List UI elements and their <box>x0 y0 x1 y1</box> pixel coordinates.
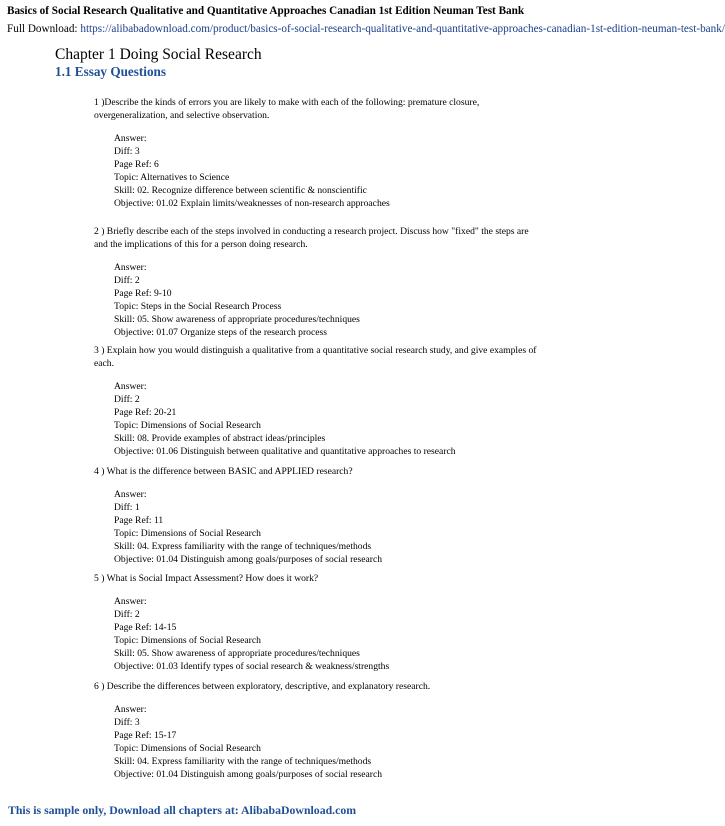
question-item <box>94 225 539 339</box>
question-text: 4 ) What is the difference between BASIC and APPLIED research? <box>94 466 353 477</box>
page-ref: Page Ref: 20-21 <box>114 407 177 418</box>
answer-label: Answer: <box>114 596 147 607</box>
question-item <box>94 465 539 566</box>
difficulty: Diff: 3 <box>114 146 140 157</box>
answer-label: Answer: <box>114 262 147 273</box>
objective: Objective: 01.03 Identify types of social research & weakness/strengths <box>114 661 390 672</box>
topic: Topic: Alternatives to Science <box>114 172 230 183</box>
question-metadata <box>114 488 539 566</box>
question-metadata <box>114 380 539 458</box>
page-ref: Page Ref: 9-10 <box>114 288 172 299</box>
difficulty: Diff: 1 <box>114 502 140 513</box>
objective: Objective: 01.04 Distinguish among goals/purposes of social research <box>114 769 383 780</box>
difficulty: Diff: 3 <box>114 717 140 728</box>
answer-label: Answer: <box>114 489 147 500</box>
skill: Skill: 05. Show awareness of appropriate procedures/techniques <box>114 314 360 325</box>
skill: Skill: 08. Provide examples of abstract ideas/principles <box>114 433 326 444</box>
question-text: 2 ) Briefly describe each of the steps involved in conducting a research project. Discuss how "fixed" the steps are and the implications of this for a person doing research. <box>94 226 529 250</box>
topic: Topic: Dimensions of Social Research <box>114 528 261 539</box>
page-ref: Page Ref: 15-17 <box>114 730 177 741</box>
question-item <box>94 680 539 781</box>
chapter-title: Chapter 1 Doing Social Research <box>55 46 262 63</box>
difficulty: Diff: 2 <box>114 609 140 620</box>
skill: Skill: 02. Recognize difference between scientific & nonscientific <box>114 185 367 196</box>
skill: Skill: 04. Express familiarity with the range of techniques/methods <box>114 541 372 552</box>
question-metadata <box>114 595 539 673</box>
question-metadata <box>114 261 539 339</box>
question-item <box>94 96 539 210</box>
question-text: 3 ) Explain how you would distinguish a qualitative from a quantitative social research study, and give examples of each. <box>94 345 537 369</box>
section-title: 1.1 Essay Questions <box>55 64 167 79</box>
download-line <box>7 23 725 35</box>
answer-label: Answer: <box>114 381 147 392</box>
question-text: 5 ) What is Social Impact Assessment? How does it work? <box>94 573 319 584</box>
topic: Topic: Dimensions of Social Research <box>114 743 261 754</box>
download-link[interactable]: https://alibabadownload.com/product/basics-of-social-research-qualitative-and-quantitative-approaches-canadian-1st-edition-neuman-test-bank/ <box>80 23 725 35</box>
answer-label: Answer: <box>114 704 147 715</box>
topic: Topic: Dimensions of Social Research <box>114 420 261 431</box>
question-metadata <box>114 132 539 210</box>
document-header-title: Basics of Social Research Qualitative and Quantitative Approaches Canadian 1st Edition Neuman Test Bank <box>7 5 525 17</box>
question-item <box>94 572 539 673</box>
question-text: 6 ) Describe the differences between exploratory, descriptive, and explanatory research. <box>94 681 431 692</box>
objective: Objective: 01.02 Explain limits/weaknesses of non-research approaches <box>114 198 390 209</box>
difficulty: Diff: 2 <box>114 275 140 286</box>
question-text: 1 )Describe the kinds of errors you are likely to make with each of the following: premature closure, overgeneralization, and selective observation. <box>94 97 480 121</box>
page-ref: Page Ref: 6 <box>114 159 159 170</box>
skill: Skill: 04. Express familiarity with the range of techniques/methods <box>114 756 372 767</box>
page-ref: Page Ref: 14-15 <box>114 622 177 633</box>
objective: Objective: 01.06 Distinguish between qualitative and quantitative approaches to research <box>114 446 456 457</box>
skill: Skill: 05. Show awareness of appropriate procedures/techniques <box>114 648 360 659</box>
difficulty: Diff: 2 <box>114 394 140 405</box>
topic: Topic: Dimensions of Social Research <box>114 635 261 646</box>
download-label: Full Download: <box>7 23 81 35</box>
objective: Objective: 01.07 Organize steps of the research process <box>114 327 327 338</box>
page-ref: Page Ref: 11 <box>114 515 164 526</box>
question-item <box>94 344 539 458</box>
footer-notice: This is sample only, Download all chapters at: AlibabaDownload.com <box>8 803 357 817</box>
topic: Topic: Steps in the Social Research Process <box>114 301 282 312</box>
question-metadata <box>114 703 539 781</box>
objective: Objective: 01.04 Distinguish among goals/purposes of social research <box>114 554 383 565</box>
answer-label: Answer: <box>114 133 147 144</box>
